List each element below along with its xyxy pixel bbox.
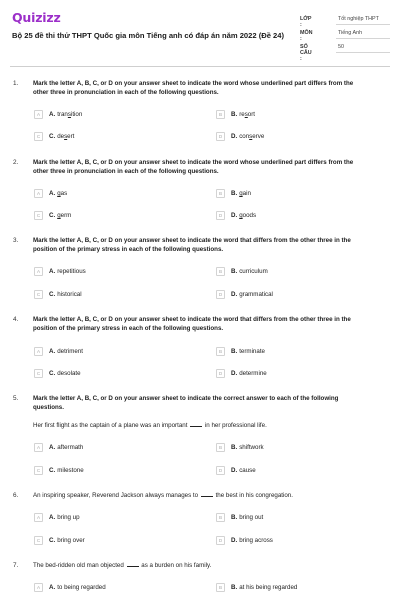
option-letter: A.	[49, 190, 56, 197]
meta-subject-value: Tiếng Anh	[338, 30, 363, 36]
option-underlined: s	[67, 111, 71, 118]
option-a-badge: A	[34, 347, 43, 356]
option-letter: C.	[49, 537, 56, 544]
question-2-option-c[interactable]	[34, 211, 71, 220]
question-6-number: 6.	[13, 492, 19, 499]
instruction-line: Mark the letter A, B, C, or D on your answer sheet to indicate the word that differs from the other three in the	[33, 237, 351, 244]
option-text: aftermath	[57, 444, 84, 451]
question-6-option-b[interactable]	[216, 513, 263, 522]
option-text: bring across	[239, 537, 273, 544]
option-letter: D.	[231, 370, 238, 377]
question-7-option-b[interactable]	[216, 583, 297, 592]
meta-count-label: SỐ CÂU :	[300, 44, 312, 62]
option-underlined: g	[239, 190, 243, 197]
question-2-option-b[interactable]	[216, 189, 251, 198]
answer-blank	[190, 426, 202, 427]
option-underlined: s	[244, 111, 248, 118]
question-4-option-d[interactable]	[216, 369, 267, 378]
stem-text-post: the best in his congregation.	[215, 492, 293, 499]
instruction-line: Mark the letter A, B, C, or D on your answer sheet to indicate the word whose underlined part differs from the	[33, 159, 354, 166]
question-3-option-d[interactable]	[216, 290, 273, 299]
worksheet-header	[0, 0, 400, 66]
question-1-option-b[interactable]	[216, 110, 255, 119]
question-1-number: 1.	[13, 80, 19, 87]
option-text: repetitious	[57, 268, 86, 275]
question-1-option-d[interactable]	[216, 132, 264, 141]
question-2-instruction	[33, 158, 383, 177]
option-a-badge: A	[34, 189, 43, 198]
option-text: grammatical	[239, 291, 273, 298]
question-6-option-a[interactable]	[34, 513, 80, 522]
meta-grade-label: LỚP :	[300, 16, 312, 28]
option-letter: C.	[49, 212, 56, 219]
option-b-badge: B	[216, 110, 225, 119]
option-letter: D.	[231, 212, 238, 219]
option-letter: B.	[231, 348, 238, 355]
question-6-option-d[interactable]	[216, 536, 273, 545]
option-letter: D.	[231, 291, 238, 298]
question-5-option-c[interactable]	[34, 466, 84, 475]
option-text: bring up	[57, 514, 80, 521]
option-d-badge: D	[216, 132, 225, 141]
question-4-option-b[interactable]	[216, 347, 265, 356]
logo-text: Quizizz	[12, 9, 61, 25]
question-7-number: 7.	[13, 562, 19, 569]
option-text-post: erm	[60, 212, 72, 219]
question-3-option-c[interactable]	[34, 290, 82, 299]
option-a-badge: A	[34, 267, 43, 276]
option-text: curriculum	[239, 268, 268, 275]
option-c-badge: C	[34, 290, 43, 299]
question-5-option-d[interactable]	[216, 466, 256, 475]
option-c-badge: C	[34, 132, 43, 141]
meta-count-value: 50	[338, 44, 344, 50]
question-6-stem	[33, 491, 383, 500]
option-text: detriment	[57, 348, 83, 355]
option-text: historical	[57, 291, 82, 298]
option-text-post: oods	[242, 212, 257, 219]
question-2-option-d[interactable]	[216, 211, 256, 220]
option-letter: A.	[49, 348, 56, 355]
option-letter: B.	[231, 444, 238, 451]
option-text: to being regarded	[57, 584, 106, 591]
meta-grade-line	[336, 24, 390, 25]
option-letter: D.	[231, 467, 238, 474]
instruction-line: Mark the letter A, B, C, or D on your answer sheet to indicate the word that differs from the other three in the	[33, 316, 351, 323]
option-text-pre: tran	[57, 111, 68, 118]
question-4-option-c[interactable]	[34, 369, 81, 378]
option-a-badge: A	[34, 583, 43, 592]
instruction-line: other three in pronunciation in each of the following questions.	[33, 89, 219, 97]
option-letter: D.	[231, 537, 238, 544]
option-letter: C.	[49, 291, 56, 298]
option-letter: C.	[49, 467, 56, 474]
question-1-option-c[interactable]	[34, 132, 74, 141]
option-letter: A.	[49, 268, 56, 275]
worksheet-title: Bộ 25 đề thi thử THPT Quốc gia môn Tiếng anh có đáp án năm 2022 (Đề 24)	[12, 31, 285, 40]
option-letter: B.	[231, 111, 238, 118]
option-letter: B.	[231, 514, 238, 521]
meta-subject-line	[336, 38, 390, 39]
answer-blank	[201, 496, 213, 497]
option-underlined: s	[64, 133, 68, 140]
option-text: milestone	[57, 467, 84, 474]
option-underlined: g	[57, 190, 61, 197]
option-b-badge: B	[216, 443, 225, 452]
question-3-instruction	[33, 236, 383, 255]
stem-text-pre: An inspiring speaker, Reverend Jackson always manages to	[33, 492, 199, 499]
stem-text-pre: The bed-ridden old man objected	[33, 562, 124, 569]
quizizz-logo[interactable]	[12, 9, 61, 25]
stem-text-pre: Her first flight as the captain of a plane was an important	[33, 422, 188, 429]
option-underlined: g	[239, 212, 243, 219]
option-letter: A.	[49, 514, 56, 521]
option-text-post: ition	[70, 111, 83, 118]
question-2-option-a[interactable]	[34, 189, 67, 198]
question-7-option-a[interactable]	[34, 583, 106, 592]
option-text: cause	[239, 467, 256, 474]
answer-blank	[127, 566, 139, 567]
option-text-post: as	[60, 190, 68, 197]
option-text: terminate	[239, 348, 265, 355]
option-a-badge: A	[34, 443, 43, 452]
stem-text-post: as a burden on his family.	[141, 562, 212, 569]
option-b-badge: B	[216, 583, 225, 592]
option-d-badge: D	[216, 369, 225, 378]
option-b-badge: B	[216, 267, 225, 276]
option-text-post: ert	[67, 133, 75, 140]
question-3-option-a[interactable]	[34, 267, 86, 276]
option-text: bring out	[239, 514, 264, 521]
question-4-instruction	[33, 315, 383, 334]
option-d-badge: D	[216, 536, 225, 545]
option-text-pre: con	[239, 133, 250, 140]
question-3-number: 3.	[13, 237, 19, 244]
instruction-line: other three in pronunciation in each of the following questions.	[33, 168, 219, 176]
option-text: desolate	[57, 370, 81, 377]
meta-subject-label: MÔN :	[300, 30, 313, 42]
option-letter: C.	[49, 370, 56, 377]
question-5-stem	[33, 421, 383, 430]
option-letter: A.	[49, 444, 56, 451]
question-2-number: 2.	[13, 159, 19, 166]
option-text: bring over	[57, 537, 85, 544]
option-letter: C.	[49, 133, 56, 140]
option-text-post: ain	[242, 190, 251, 197]
header-divider	[10, 66, 390, 67]
question-5-instruction	[33, 394, 383, 413]
option-d-badge: D	[216, 211, 225, 220]
option-text-pre: re	[239, 111, 245, 118]
instruction-line: position of the primary stress in each of the following questions.	[33, 246, 224, 254]
question-5-number: 5.	[13, 395, 19, 402]
instruction-line: Mark the letter A, B, C, or D on your answer sheet to indicate the correct answer to each of the following	[33, 395, 339, 402]
stem-text-post: in her professional life.	[204, 422, 267, 429]
question-5-option-a[interactable]	[34, 443, 83, 452]
meta-grade-value: Tốt nghiệp THPT	[338, 16, 379, 22]
option-c-badge: C	[34, 369, 43, 378]
question-4-option-a[interactable]	[34, 347, 83, 356]
option-letter: D.	[231, 133, 238, 140]
question-6-option-c[interactable]	[34, 536, 85, 545]
question-7-stem	[33, 561, 383, 570]
option-text: shiftwork	[239, 444, 264, 451]
meta-count-line	[336, 52, 390, 53]
option-letter: B.	[231, 190, 238, 197]
option-text-post: ort	[247, 111, 256, 118]
option-c-badge: C	[34, 536, 43, 545]
option-d-badge: D	[216, 466, 225, 475]
option-text-post: erve	[252, 133, 265, 140]
option-c-badge: C	[34, 211, 43, 220]
instruction-line: position of the primary stress in each of the following questions.	[33, 325, 224, 333]
question-1-option-a[interactable]	[34, 110, 82, 119]
option-text-pre: de	[57, 133, 65, 140]
question-1-instruction	[33, 79, 383, 98]
option-underlined: g	[57, 212, 61, 219]
option-a-badge: A	[34, 110, 43, 119]
option-letter: A.	[49, 111, 56, 118]
option-letter: A.	[49, 584, 56, 591]
option-d-badge: D	[216, 290, 225, 299]
option-c-badge: C	[34, 466, 43, 475]
option-letter: B.	[231, 584, 238, 591]
instruction-line: Mark the letter A, B, C, or D on your answer sheet to indicate the word whose underlined part differs from the	[33, 80, 354, 87]
option-text: at his being regarded	[239, 584, 298, 591]
instruction-line: questions.	[33, 404, 64, 412]
option-b-badge: B	[216, 189, 225, 198]
option-b-badge: B	[216, 347, 225, 356]
question-5-option-b[interactable]	[216, 443, 264, 452]
question-3-option-b[interactable]	[216, 267, 268, 276]
option-b-badge: B	[216, 513, 225, 522]
option-text: determine	[239, 370, 267, 377]
option-a-badge: A	[34, 513, 43, 522]
option-underlined: s	[249, 133, 253, 140]
question-4-number: 4.	[13, 316, 19, 323]
option-letter: B.	[231, 268, 238, 275]
